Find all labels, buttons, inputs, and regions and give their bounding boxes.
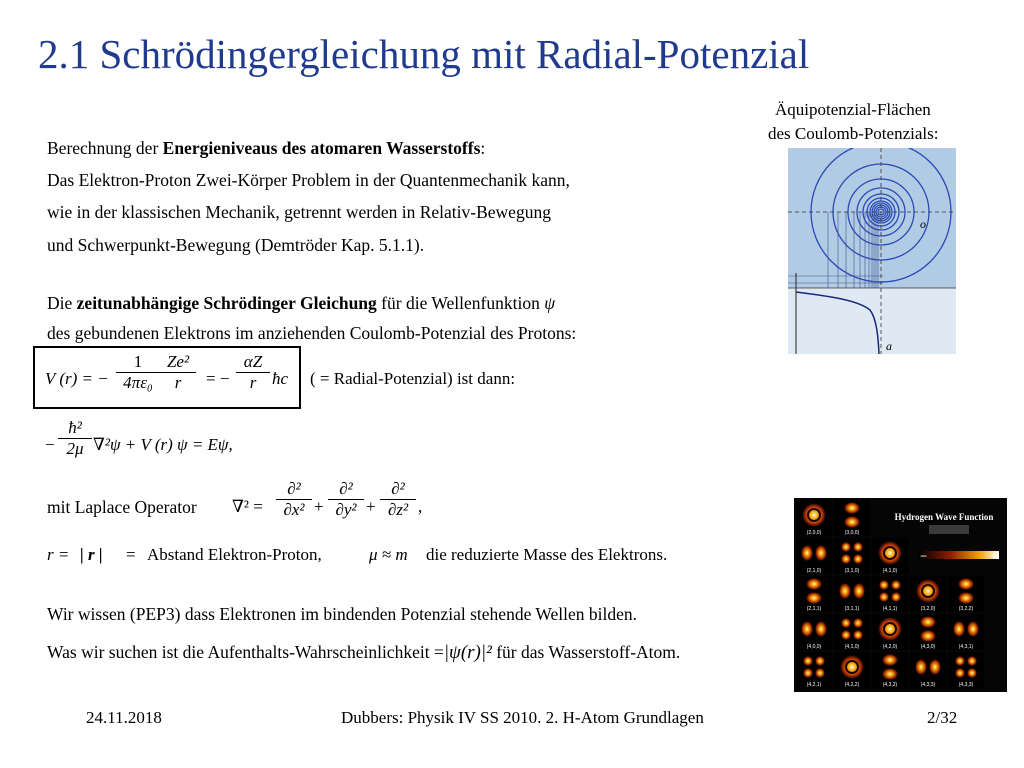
hwf-plus: + (991, 549, 999, 563)
potential-eq-2: = − (206, 369, 230, 388)
orbital-label: (4,0,0) (806, 644, 822, 650)
laplace-plus-1: + (314, 497, 324, 516)
schroedinger-line-2: des gebundenen Elektrons im anziehenden Coulomb-Potenzial des Protons: (47, 323, 577, 343)
orbital-cell (948, 614, 984, 650)
orbital-cell (834, 500, 870, 536)
laplace-frac-y-den: ∂y² (335, 500, 357, 519)
orbital-label: (4,1,0) (882, 568, 898, 574)
orbital-label: (2,1,0) (806, 568, 822, 574)
psi-symbol: ψ (544, 293, 556, 313)
orbital-cell (910, 614, 946, 650)
orbital-cell (872, 576, 908, 612)
intro-line-1 (47, 138, 485, 159)
r-line-text-2: die reduzierte Masse des Elektrons. (426, 545, 668, 564)
orbital-cell (796, 614, 832, 650)
equation-minus: − (45, 435, 55, 454)
orbital-cell (834, 538, 870, 574)
potential-frac-3-den: r (249, 373, 257, 392)
laplace-frac-y (328, 479, 364, 520)
laplace-comma: , (418, 497, 423, 516)
potential-frac-1-den: 4πε₀ (123, 373, 153, 392)
closing-line-2-post: für das Wasserstoff-Atom. (491, 642, 681, 662)
orbital-cell (910, 576, 946, 612)
orbital-label: (3,0,0) (844, 530, 860, 536)
orbital-cell (872, 652, 908, 688)
intro-line-1-post: : (480, 138, 486, 158)
laplace-frac-z-num: ∂² (391, 479, 405, 498)
laplace-nabla: ∇² = (232, 497, 263, 516)
potential-after-text: ( = Radial-Potenzial) ist dann: (310, 369, 516, 388)
equation-rest: ∇²ψ + V (r) ψ = Eψ, (93, 435, 233, 454)
orbital-cell (796, 576, 832, 612)
orbital-cell (910, 652, 946, 688)
potential-frac-2 (160, 352, 196, 393)
equation-frac-den: 2μ (66, 439, 84, 458)
intro-line-1-bold: Energieniveaus des atomaren Wasserstoffs (162, 138, 481, 158)
coulomb-equipotential-drawing (788, 148, 956, 354)
orbital-label: (4,2,1) (806, 682, 822, 688)
coulomb-label-o: o (920, 217, 926, 231)
hwf-colorbar (919, 551, 999, 559)
schroedinger-line-1 (47, 293, 555, 314)
coulomb-equipotential-figure (788, 148, 956, 354)
hwf-formula-box (929, 525, 969, 534)
slide-title: 2.1 Schrödingergleichung mit Radial-Potenzial (38, 31, 810, 77)
orbital-label: (4,3,2) (882, 682, 898, 688)
orbital-cell (948, 576, 984, 612)
intro-line-2: Das Elektron-Proton Zwei-Körper Problem in der Quantenmechanik kann, (47, 170, 570, 190)
hwf-minus: − (920, 549, 928, 563)
orbital-label: (4,3,1) (958, 644, 974, 650)
laplace-plus-2: + (366, 497, 376, 516)
orbital-cell (834, 576, 870, 612)
orbital-label: (4,1,1) (882, 606, 898, 612)
laplace-frac-y-num: ∂² (339, 479, 353, 498)
hydrogen-orbitals-drawing (794, 498, 1007, 692)
probability-expression: |ψ(r)|² (443, 642, 492, 663)
schroedinger-line-1-post: für die Wellenfunktion (376, 293, 545, 313)
potential-lhs: V (r) = − (45, 369, 109, 388)
orbital-cell (948, 652, 984, 688)
coulomb-caption-line2: des Coulomb-Potenzials: (768, 124, 939, 143)
potential-frac-2-den: r (174, 373, 182, 392)
r-line-eq: = (126, 545, 136, 564)
mu-approx-m: μ ≈ m (369, 545, 408, 564)
laplace-frac-z (380, 479, 416, 520)
hwf-title: Hydrogen Wave Function (894, 512, 994, 522)
r-eq: r = (47, 545, 70, 564)
orbital-label: (4,1,0) (844, 644, 860, 650)
orbital-cell (872, 538, 908, 574)
closing-line-1: Wir wissen (PEP3) dass Elektronen im bindenden Potenzial stehende Wellen bilden. (47, 604, 638, 624)
orbital-cell (796, 538, 832, 574)
orbital-label: (2,1,1) (806, 606, 822, 612)
orbital-label: (3,1,1) (844, 606, 860, 612)
potential-frac-3-num: αZ (243, 352, 263, 371)
laplace-label: mit Laplace Operator (47, 497, 197, 517)
orbital-label: (3,2,2) (958, 606, 974, 612)
orbital-cell (834, 614, 870, 650)
equation-frac (58, 418, 92, 459)
orbital-cell (796, 652, 832, 688)
abs-r: | r | (80, 545, 103, 564)
schroedinger-line-1-bold: zeitunabhängige Schrödinger Gleichung (76, 293, 377, 313)
orbital-label: (3,2,0) (920, 606, 936, 612)
orbital-label: (4,2,0) (882, 644, 898, 650)
r-line-text-1: Abstand Elektron-Proton, (147, 545, 322, 564)
laplace-frac-x-den: ∂x² (283, 500, 305, 519)
potential-frac-1 (116, 352, 160, 393)
hydrogen-wave-function-figure (794, 498, 1007, 692)
orbital-label: (4,3,3) (920, 682, 936, 688)
orbital-cell (796, 500, 832, 536)
orbital-label: (4,2,2) (844, 682, 860, 688)
orbital-cell (872, 614, 908, 650)
coulomb-caption-line1: Äquipotenzial-Flächen (775, 100, 931, 119)
potential-frac-1-num: 1 (133, 352, 143, 371)
intro-line-1-pre: Berechnung der (47, 138, 163, 158)
footer-date: 24.11.2018 (86, 708, 162, 727)
orbital-label: (3,1,0) (844, 568, 860, 574)
intro-line-3: wie in der klassischen Mechanik, getrennt werden in Relativ-Bewegung (47, 202, 551, 222)
potential-frac-2-num: Ze² (166, 352, 190, 371)
footer-page-number: 2/32 (927, 708, 958, 727)
laplace-frac-x-num: ∂² (287, 479, 301, 498)
coulomb-label-a: a (886, 339, 892, 353)
laplace-frac-z-den: ∂z² (387, 500, 409, 519)
laplace-frac-x (276, 479, 312, 520)
closing-line-2-pre: Was wir suchen ist die Aufenthalts-Wahrscheinlichkeit = (47, 642, 444, 662)
footer-center: Dubbers: Physik IV SS 2010. 2. H-Atom Grundlagen (341, 708, 704, 727)
potential-frac-3 (236, 352, 270, 393)
orbital-label: (4,3,0) (920, 644, 936, 650)
orbital-label: (4,3,3) (958, 682, 974, 688)
closing-line-2 (47, 642, 680, 664)
potential-hbarc: ħc (272, 369, 289, 388)
intro-line-4: und Schwerpunkt-Bewegung (Demtröder Kap. 5.1.1). (47, 235, 425, 255)
schroedinger-line-1-pre: Die (47, 293, 77, 313)
equation-frac-num: ħ² (68, 418, 82, 437)
orbital-label: (2,0,0) (806, 530, 822, 536)
orbital-cell (834, 652, 870, 688)
